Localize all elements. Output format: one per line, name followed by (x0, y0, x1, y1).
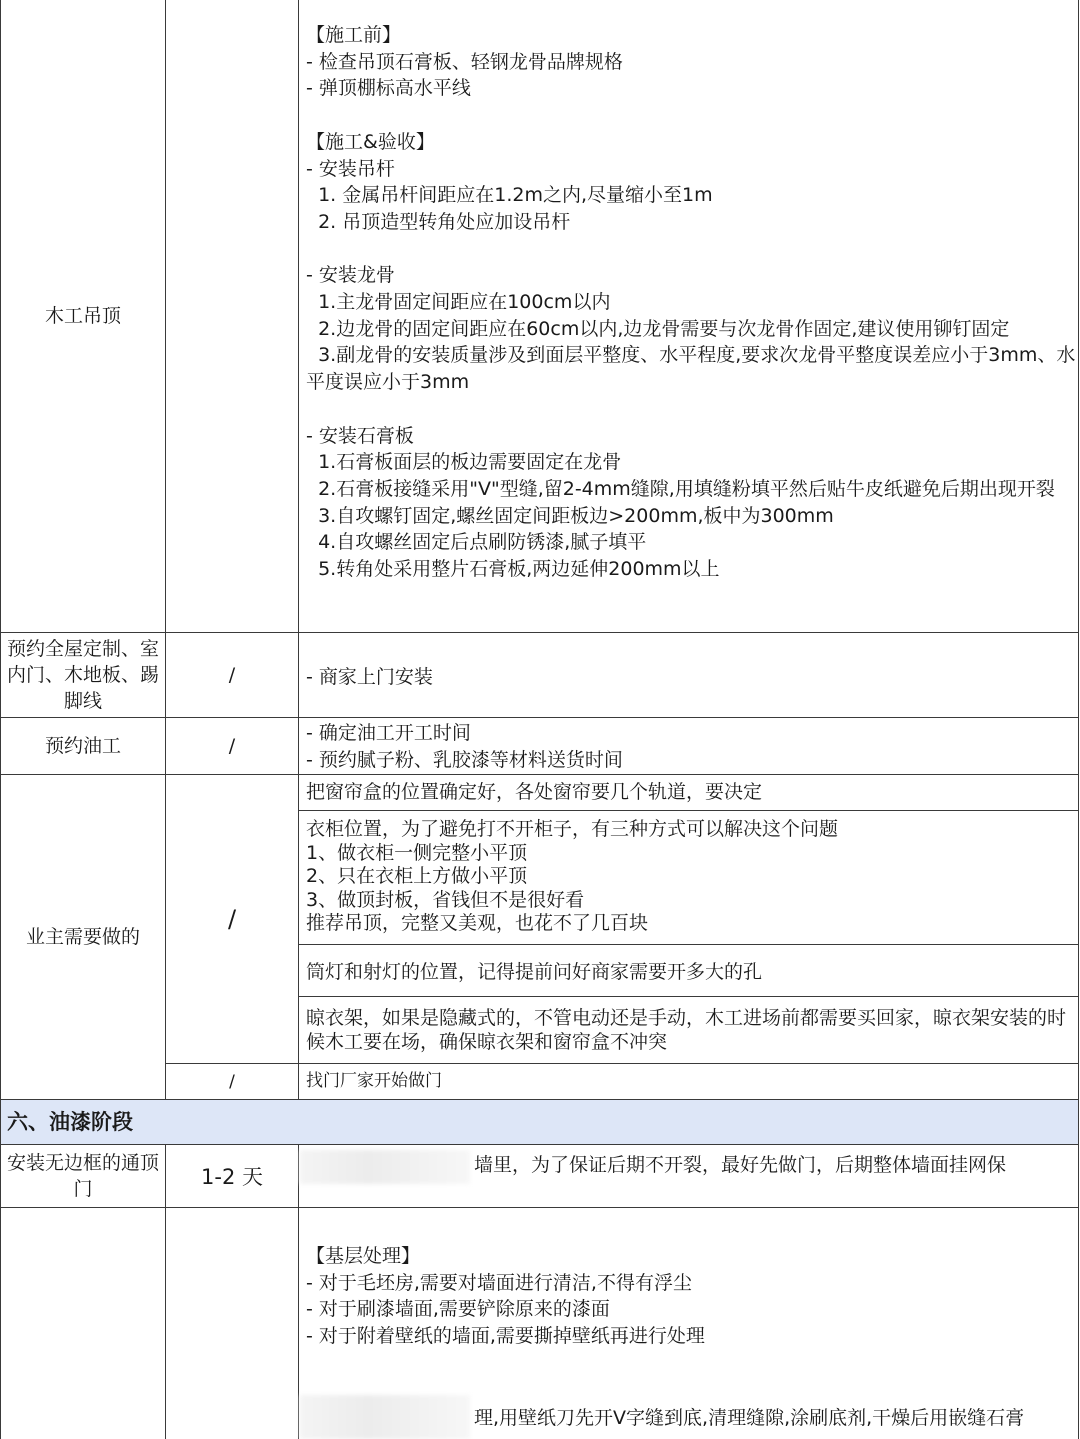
sub-row-divider (298, 996, 1079, 997)
duration-door: / (229, 1071, 235, 1092)
row-label-painter: 预约油工 (44, 735, 121, 757)
row-label-custom: 预约全屋定制、室内门、木地板、踢脚线 (6, 638, 159, 712)
frameless-door-text: 墙里，为了保证后期不开裂，最好先做门，后期整体墙面挂网保 (474, 1154, 1007, 1176)
owner-item-lights: 筒灯和射灯的位置，记得提前问好商家需要开多大的孔 (306, 961, 763, 983)
duration-custom: / (228, 664, 236, 686)
owner-item-wardrobe: 衣柜位置，为了避免打不开柜子，有三种方式可以解决这个问题 1、做衣柜一侧完整小平顶 2、只在衣柜上方做小平顶 3、做顶封板，省钱但不是很好看 推荐吊顶，完整又美观，也花不了几百块 (306, 818, 839, 934)
base-treatment-tail: 理,用壁纸刀先开V字缝到底,清理缝隙,涂刷底剂,干燥后用嵌缝石膏 (474, 1407, 1025, 1429)
obscured-area (300, 1395, 470, 1439)
obscured-area (300, 1150, 470, 1184)
row-label-ceiling: 木工吊顶 (44, 305, 121, 327)
section-header-painting: 六、油漆阶段 (1, 1100, 1078, 1144)
custom-text: - 商家上门安装 (306, 665, 433, 688)
painter-text: - 确定油工开工时间 - 预约腻子粉、乳胶漆等材料送货时间 (306, 722, 623, 771)
duration-frameless-door: 1-2 天 (201, 1165, 263, 1189)
owner-item-drying-rack: 晾衣架，如果是隐藏式的，不管电动还是手动，木工进场前都需要买回家，晾衣架安装的时候木工要在场，确保晾衣架和窗帘盒不冲突 (306, 1007, 1067, 1053)
row-label-frameless-door: 安装无边框的通顶门 (6, 1152, 159, 1200)
row-divider (0, 1207, 1079, 1208)
sub-row-divider (298, 810, 1079, 811)
door-text: 找门厂家开始做门 (306, 1071, 442, 1091)
table-border-right (1078, 0, 1079, 1439)
base-treatment-text: 【基层处理】 - 对于毛坯房,需要对墙面进行清洁,不得有浮尘 - 对于刷漆墙面,需要铲除原来的漆面 - 对于附着壁纸的墙面,需要撕掉壁纸再进行处理 (306, 1245, 705, 1348)
ceiling-steps: 【施工前】 - 检查吊顶石膏板、轻钢龙骨品牌规格 - 弹顶棚标高水平线 【施工&验收】 - 安装吊杆 1. 金属吊杆间距应在1.2m之内,尽量缩小至1m 2. 吊顶造型转角处应加设吊杆 - 安装龙骨 1.主龙骨固定间距应在100cm以内 2.边龙骨的固定间距应在60cm以内,边龙骨需要与次龙骨作固定,建议使用铆钉固定 3.副龙骨的安装质量涉及到面层平整度、水平程度,要求次龙骨平整度误差应小于3mm、水平度误应小于3mm - 安装石膏板 1.石膏板面层的板边需要固定在龙骨 2.石膏板接缝采用"V"型缝,留2-4mm缝隙,用填缝粉填平然后贴牛皮纸避免后期出现开裂 3.自攻螺钉固定,螺丝固定间距板边>200mm,板中为300mm 4.自攻螺丝固定后点刷防锈漆,腻子填平 5.转角处采用整片石膏板,两边延伸200mm以上 (306, 24, 1076, 581)
duration-painter: / (228, 735, 236, 757)
owner-item-curtain: 把窗帘盒的位置确定好，各处窗帘要几个轨道，要决定 (306, 781, 763, 803)
duration-owner: / (227, 905, 237, 933)
row-label-owner: 业主需要做的 (25, 926, 140, 948)
